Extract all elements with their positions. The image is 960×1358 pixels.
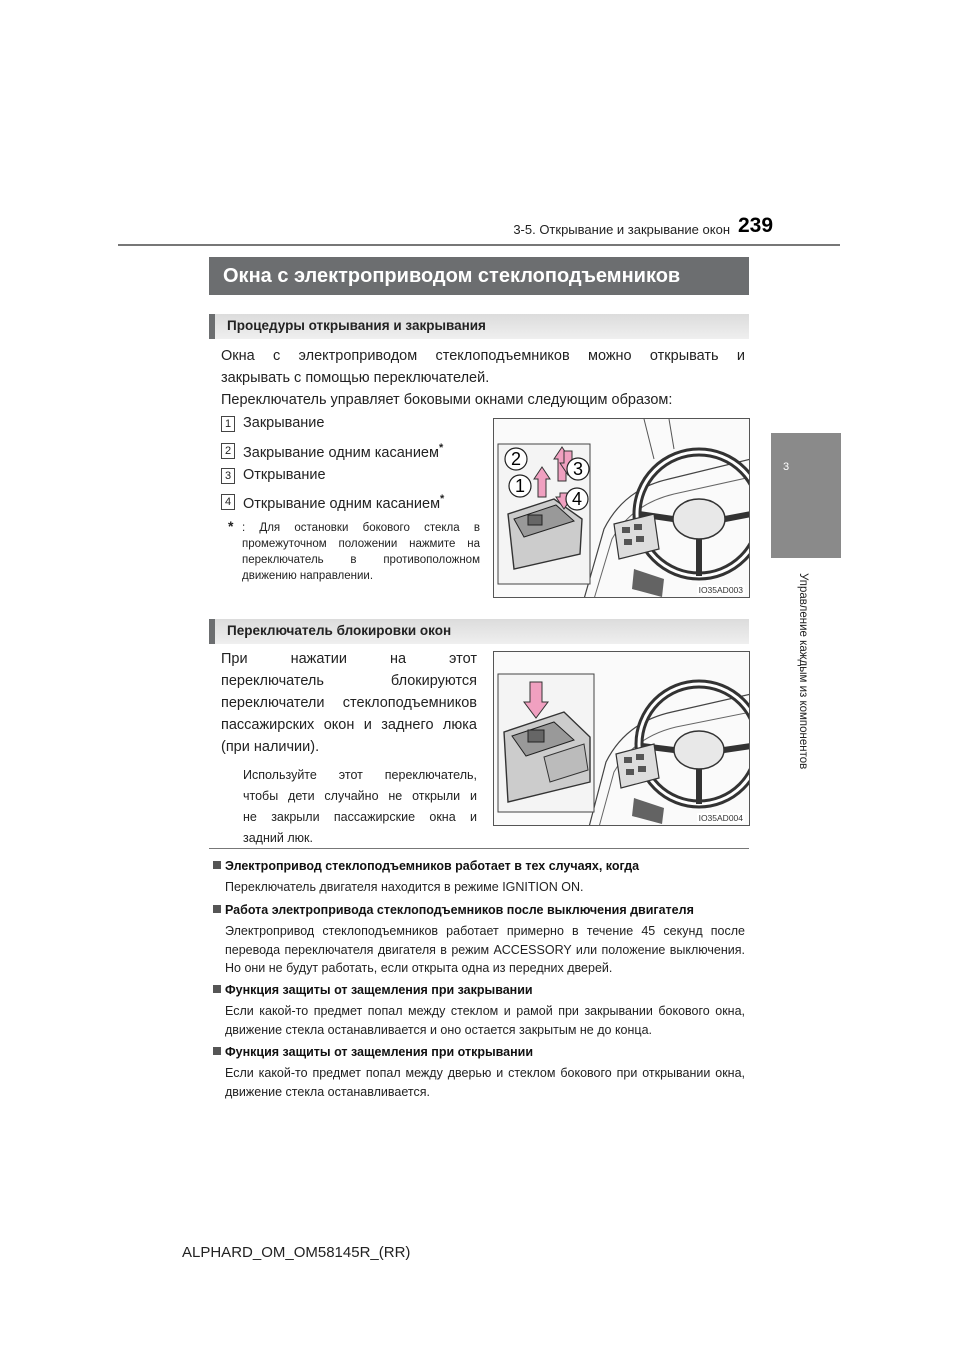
lock-text-line-5: (при наличии). <box>221 739 320 755</box>
lock-note-line-4: задний люк. <box>243 831 313 845</box>
callout-2: 2 <box>510 449 522 469</box>
bullet-square-icon <box>213 861 221 869</box>
item-label-auto-close: Закрывание одним касанием* <box>243 442 444 461</box>
lock-note-line-2: чтобы дети случайно не открыли и <box>243 789 477 803</box>
intro-line-2: закрывать с помощью переключателей. <box>221 370 490 386</box>
section1-heading-bar <box>209 314 749 339</box>
lock-text-line-2: переключатель блокируются <box>221 673 477 689</box>
item-number-1: 1 <box>221 416 235 432</box>
note-3-body: Если какой-то предмет попал между стеклом и рамой при закрывании бокового окна, движение стекла останавливается и оно остается закрытым не до конца. <box>225 1004 745 1037</box>
figure-code-2: IO35AD004 <box>698 813 743 823</box>
footnote <box>228 520 480 584</box>
item-label-close: Закрывание <box>243 415 325 431</box>
section2-heading-bar <box>209 619 749 644</box>
section-header: 3-5. Открывание и закрывание окон <box>513 222 730 237</box>
note-3 <box>213 981 745 1039</box>
dashboard-illustration-1 <box>494 419 750 598</box>
lock-switch-figure <box>493 651 750 826</box>
bullet-square-icon <box>213 985 221 993</box>
note-1 <box>213 857 745 897</box>
note-2-heading: Работа электропривода стеклоподъемников после выключения двигателя <box>213 901 745 919</box>
lock-note-line-1: Используйте этот переключатель, <box>243 768 477 782</box>
chapter-title-text: Управление каждым из компонентов <box>797 573 809 770</box>
item-number-3: 3 <box>221 468 235 484</box>
page-number: 239 <box>738 214 774 237</box>
footnote-text: : Для остановки бокового стекла в промежуточном положении нажмите на переключатель в противоположном движению направлении. <box>242 522 480 582</box>
intro-line-1: Окна с электроприводом стеклоподъемников можно открывать и <box>221 348 745 364</box>
item-number-2: 2 <box>221 443 235 459</box>
note-1-heading: Электропривод стеклоподъемников работает в тех случаях, когда <box>213 857 745 875</box>
header-rule <box>118 244 840 246</box>
item-label-open: Открывание <box>243 467 326 483</box>
figure-code-1: IO35AD003 <box>698 585 743 595</box>
callout-3: 3 <box>572 459 584 479</box>
note-1-body: Переключатель двигателя находится в режиме IGNITION ON. <box>225 880 584 894</box>
bullet-square-icon <box>213 905 221 913</box>
note-4 <box>213 1043 745 1101</box>
section1-heading: Процедуры открывания и закрывания <box>227 318 486 333</box>
footnote-star: * <box>228 518 234 534</box>
lock-text-line-4: пассажирских окон и заднего люка <box>221 717 477 733</box>
note-3-heading: Функция защиты от защемления при закрывании <box>213 981 745 999</box>
lock-text-line-3: переключатели стеклоподъемников <box>221 695 477 711</box>
footer-doc-code: ALPHARD_OM_OM58145R_(RR) <box>182 1244 411 1261</box>
intro-line-3: Переключатель управляет боковыми окнами следующим образом: <box>221 392 673 408</box>
note-2 <box>213 901 745 978</box>
note-4-body: Если какой-то предмет попал между дверью и стеклом бокового при открывании окна, движение стекла останавливается. <box>225 1066 745 1099</box>
page-title-bar <box>209 257 749 295</box>
callout-4: 4 <box>571 489 583 509</box>
lock-text-line-1: При нажатии на этот <box>221 651 477 667</box>
chapter-tab <box>771 433 841 558</box>
page-title: Окна с электроприводом стеклоподъемников <box>223 265 681 287</box>
callout-1: 1 <box>514 476 526 496</box>
item-number-4: 4 <box>221 494 235 510</box>
section2-heading: Переключатель блокировки окон <box>227 623 452 638</box>
chapter-number: 3 <box>783 461 790 473</box>
note-4-heading: Функция защиты от защемления при открывании <box>213 1043 745 1061</box>
lock-note-line-3: не закрыли пассажирские окна и <box>243 810 477 824</box>
note-2-body: Электропривод стеклоподъемников работает примерно в течение 45 секунд после перевода переключателя двигателя в режим ACCESSORY или положение выключения. Но они не будут работать, если открыта одна из передних дверей. <box>225 924 745 975</box>
chapter-title-vertical <box>795 573 811 813</box>
notes-divider <box>209 848 749 849</box>
item-label-auto-open: Открывание одним касанием* <box>243 493 445 512</box>
window-switch-figure <box>493 418 750 598</box>
dashboard-illustration-2 <box>494 652 750 826</box>
bullet-square-icon <box>213 1047 221 1055</box>
